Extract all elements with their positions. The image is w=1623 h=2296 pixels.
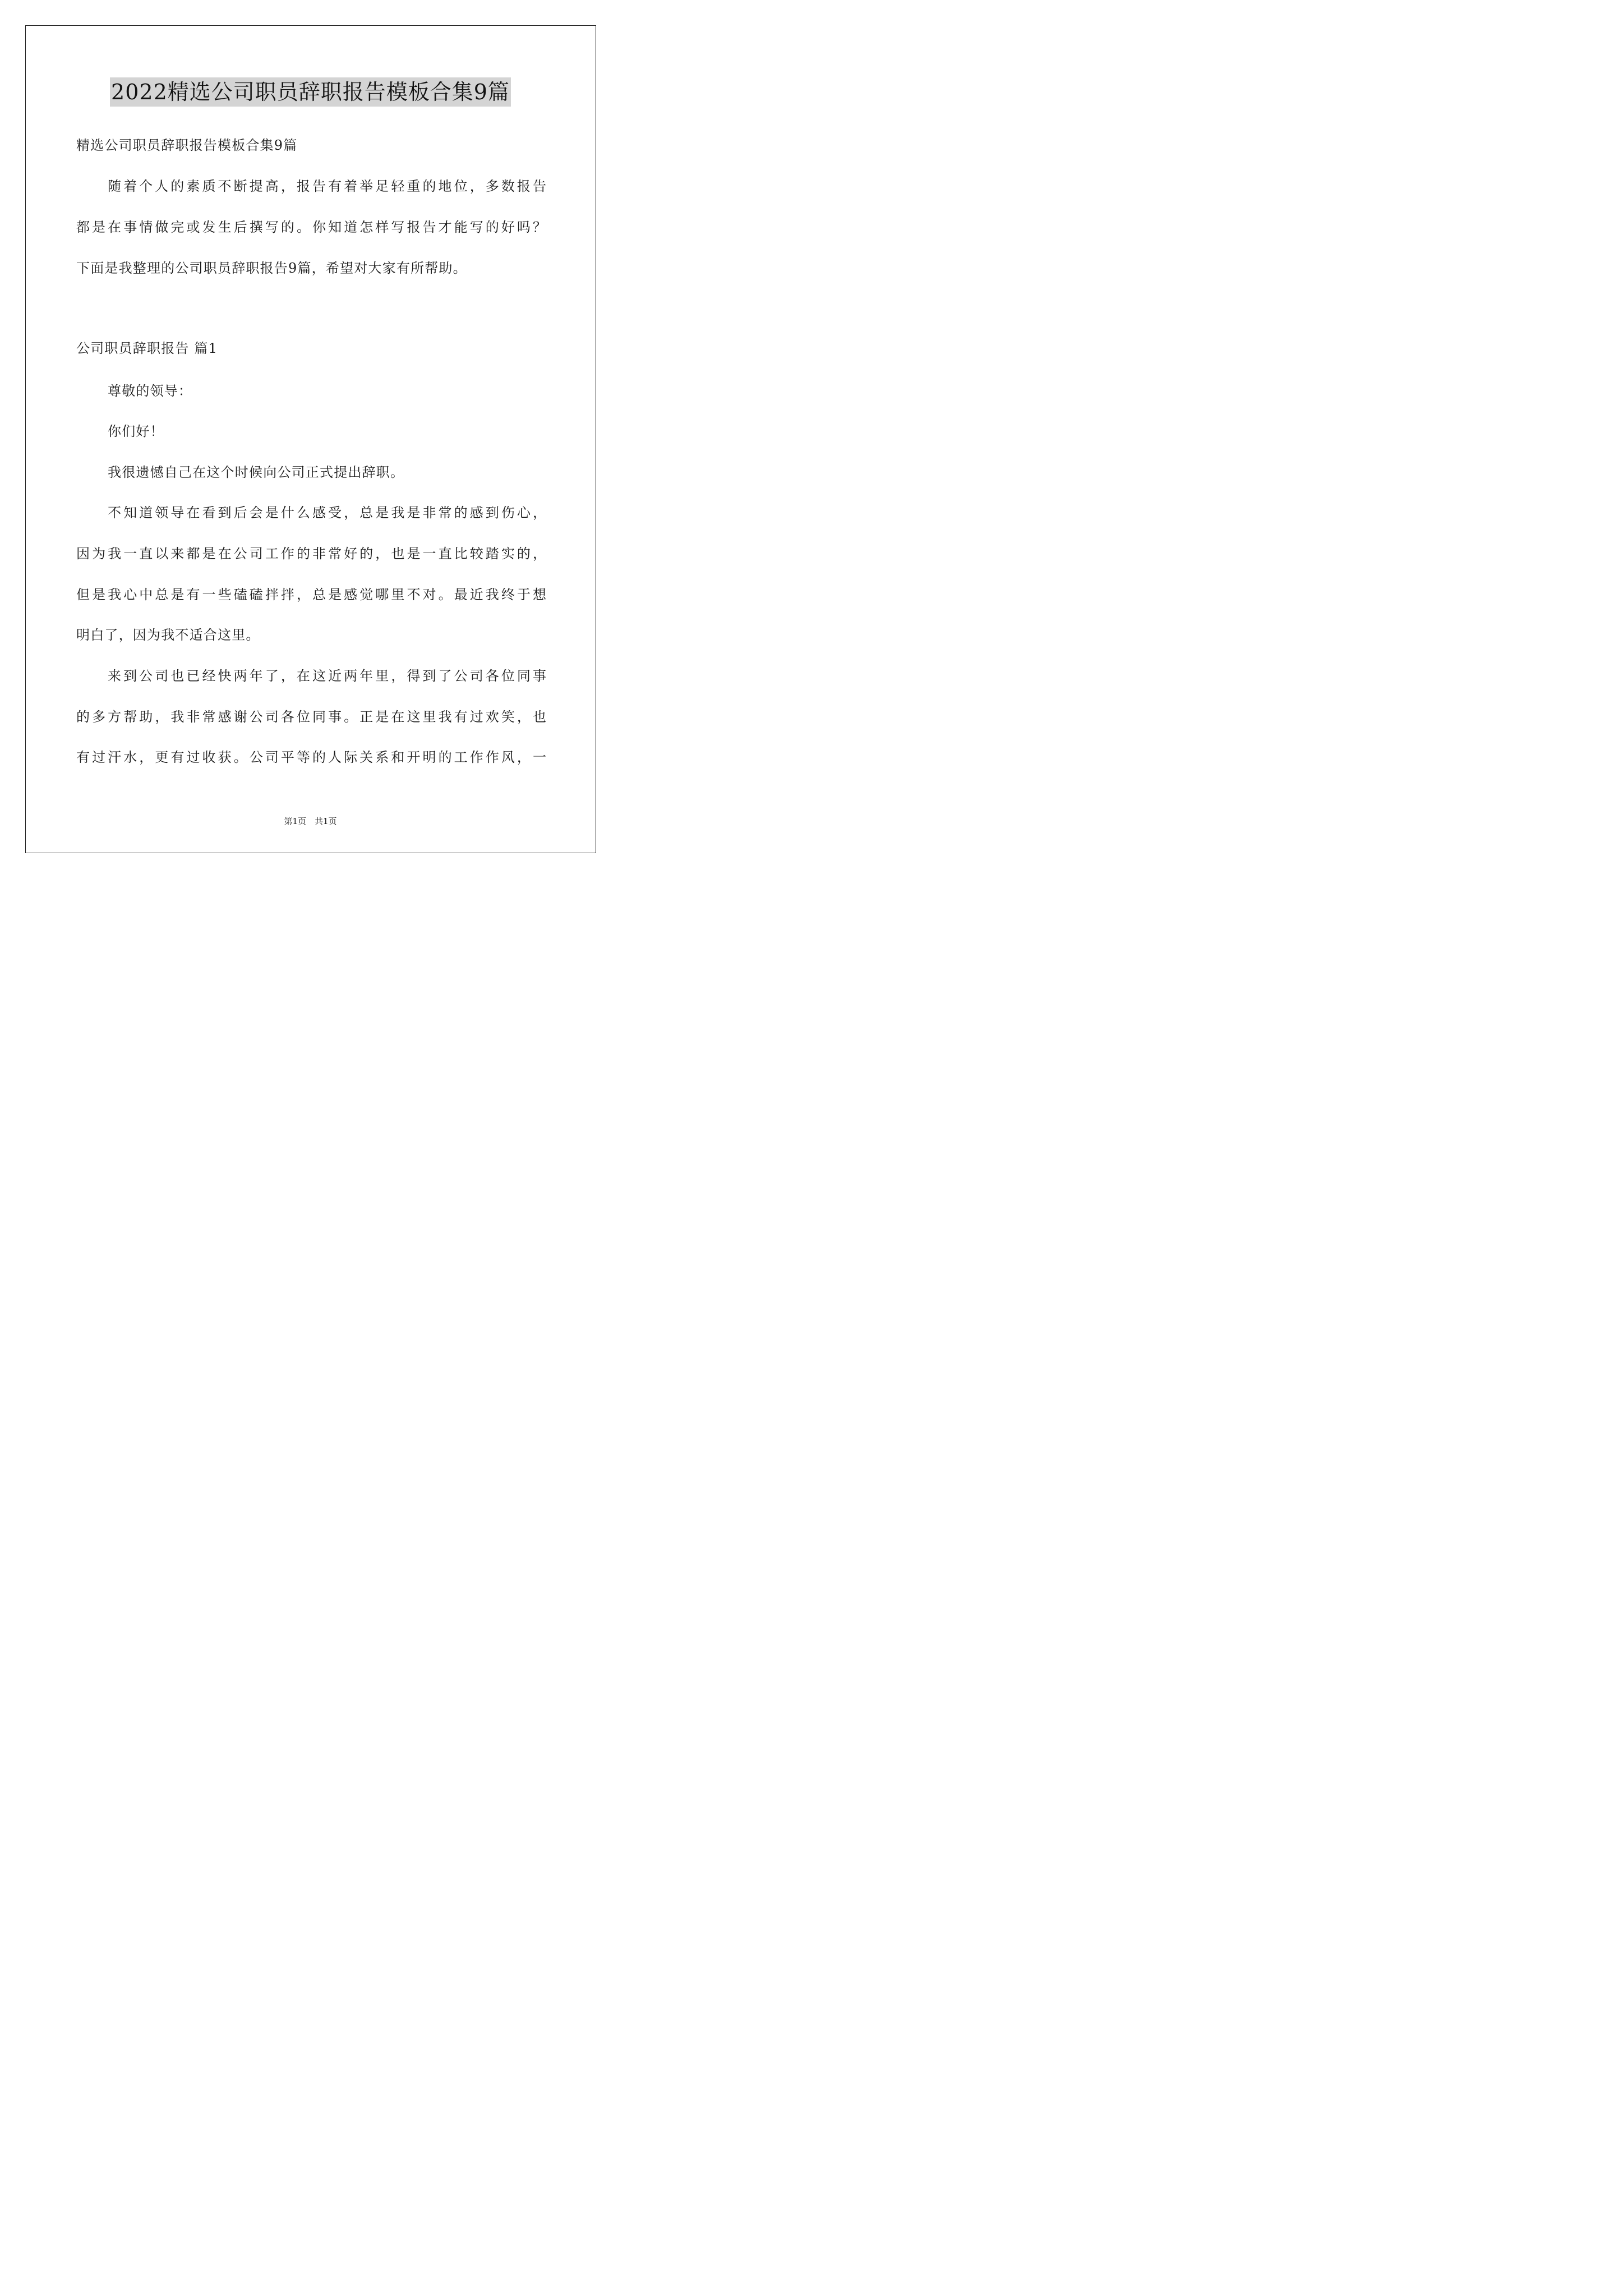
paragraph-2-line-4: 明白了，因为我不适合这里。 (76, 627, 260, 643)
paragraph-3-line-1: 来到公司也已经快两年了，在这近两年里，得到了公司各位同事 (108, 668, 546, 684)
document-subtitle: 精选公司职员辞职报告模板合集9篇 (76, 137, 298, 153)
page-footer: 第1页 共1页 (284, 816, 337, 826)
intro-line-1: 随着个人的素质不断提高，报告有着举足轻重的地位，多数报告 (108, 178, 546, 194)
paragraph-3-line-2: 的多方帮助，我非常感谢公司各位同事。正是在这里我有过欢笑，也 (76, 709, 546, 725)
document-title: 2022精选公司职员辞职报告模板合集9篇 (110, 77, 511, 107)
intro-line-3: 下面是我整理的公司职员辞职报告9篇，希望对大家有所帮助。 (76, 260, 467, 276)
paragraph-1: 我很遗憾自己在这个时候向公司正式提出辞职。 (108, 464, 405, 480)
paragraph-3-line-3: 有过汗水，更有过收获。公司平等的人际关系和开明的工作作风，一 (76, 749, 546, 765)
paragraph-2-line-1: 不知道领导在看到后会是什么感受，总是我是非常的感到伤心， (108, 505, 546, 521)
paragraph-2-line-2: 因为我一直以来都是在公司工作的非常好的，也是一直比较踏实的， (76, 546, 546, 562)
salutation: 尊敬的领导： (108, 383, 193, 399)
intro-line-2: 都是在事情做完或发生后撰写的。你知道怎样写报告才能写的好吗？ (76, 219, 546, 235)
section-heading: 公司职员辞职报告 篇1 (76, 341, 218, 356)
greeting: 你们好！ (108, 424, 164, 439)
paragraph-2-line-3: 但是我心中总是有一些磕磕拌拌，总是感觉哪里不对。最近我终于想 (76, 587, 546, 602)
title-container (0, 77, 621, 107)
